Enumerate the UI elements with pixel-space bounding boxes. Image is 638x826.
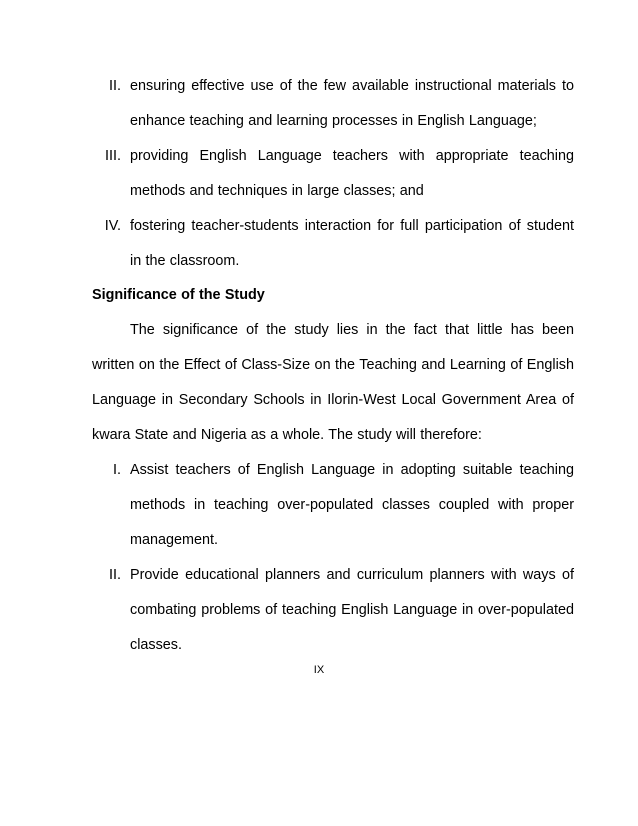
list-item-number: III.	[105, 147, 121, 164]
list-item	[92, 453, 574, 558]
list-item	[92, 69, 574, 139]
list-item-number: IV.	[104, 217, 121, 234]
list-item-text: ensuring effective use of the few available instructional materials to enhance teaching and learning processes in English Language;	[130, 78, 574, 129]
list-item-number: II.	[109, 566, 121, 583]
section-heading: Significance of the Study	[92, 287, 265, 304]
list-item-number: II.	[109, 78, 121, 94]
list-item-text: Assist teachers of English Language in adopting suitable teaching methods in teaching over-populated classes coupled with proper management.	[130, 461, 574, 548]
list-item-text: Provide educational planners and curriculum planners with ways of combating problems of teaching English Language in over-populated classes.	[130, 566, 574, 653]
page-number: IX	[313, 664, 325, 676]
list-item	[92, 139, 574, 209]
list-item-text: fostering teacher-students interaction for full participation of student in the classroom.	[130, 217, 574, 269]
list-item-text: providing English Language teachers with appropriate teaching methods and techniques in large classes; and	[130, 147, 574, 199]
list-item-number: I.	[113, 461, 121, 478]
significance-paragraph: The significance of the study lies in the fact that little has been written on the Effect of Class-Size on the Teaching and Learning of English Language in Secondary Schools in Ilorin-West Local Government Area of kwara State and Nigeria as a whole. The study will therefore:	[92, 322, 574, 444]
list-item	[92, 209, 574, 279]
list-item	[92, 558, 574, 663]
significance-list	[92, 453, 574, 662]
page-content	[92, 69, 574, 662]
objectives-list	[92, 69, 574, 278]
